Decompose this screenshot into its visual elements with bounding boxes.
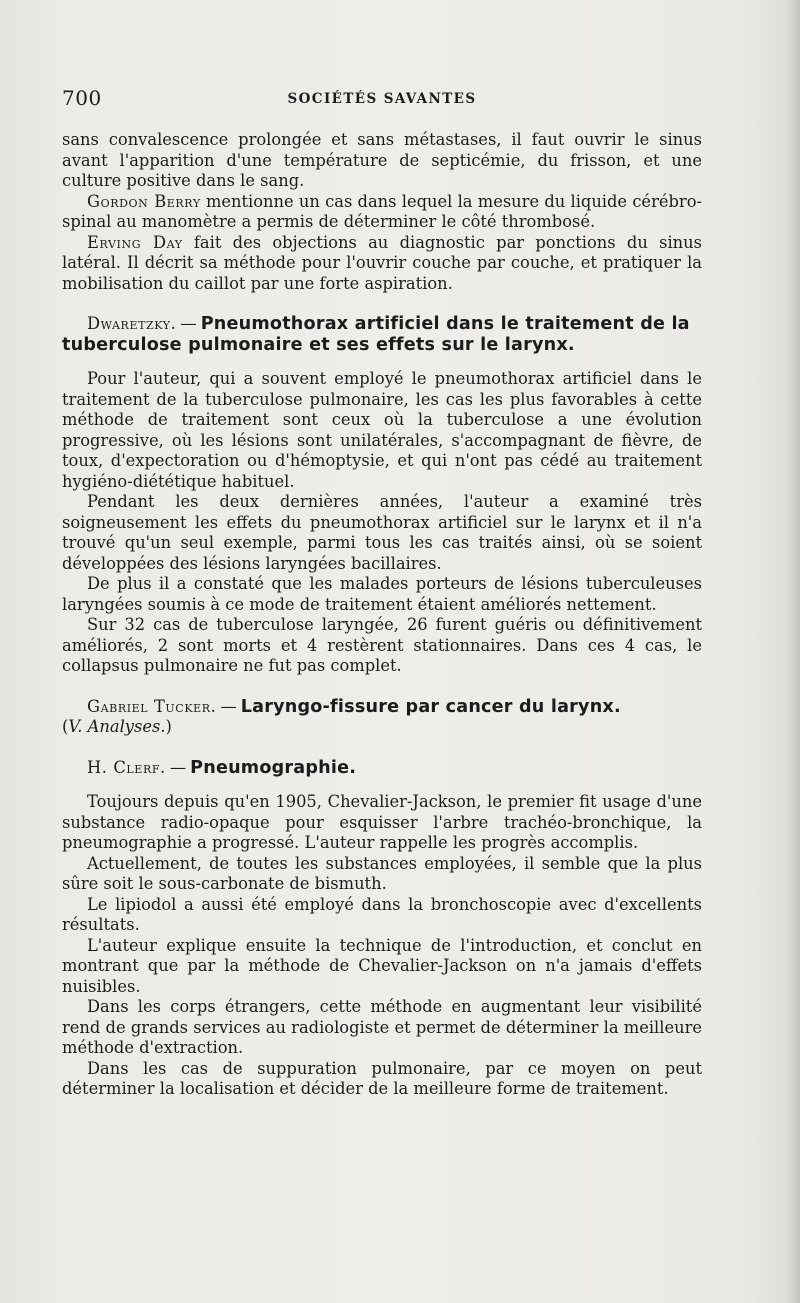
ref-close-paren: ): [165, 717, 172, 736]
page-number: 700: [62, 86, 102, 110]
article3-paragraph: Toujours depuis qu'en 1905, Chevalier-Jackson, le premier fit usage d'une substance radio-opaque pour esquisser l'arbre trachéo-bronchique, la pneumographie a progressé. L'auteur rappelle les progrès accomplis.: [62, 792, 702, 852]
running-head: SOCIÉTÉS SAVANTES: [287, 91, 477, 107]
article3-paragraph: Le lipiodol a aussi été employé dans la bronchoscopie avec d'excellents résultats.: [62, 894, 702, 934]
article-title: Pneumographie.: [190, 757, 357, 778]
author-name: Erving Day: [87, 232, 183, 252]
article-author: Dwaretzky.: [87, 314, 177, 333]
ref-open-paren: (: [62, 717, 69, 736]
author-name: Gordon Berry: [87, 191, 201, 211]
article3-paragraph: Actuellement, de toutes les substances employées, il semble que la plus sûre soit le sous-carbonate de bismuth.: [62, 853, 702, 893]
article-title: Laryngo-fissure par cancer du larynx.: [240, 696, 621, 717]
em-dash: —: [180, 314, 197, 333]
article2-reference: [62, 717, 702, 738]
em-dash: —: [169, 757, 187, 777]
article-heading-tucker: [62, 697, 702, 718]
paragraph-erving-day: [62, 233, 702, 295]
em-dash: —: [220, 696, 237, 716]
article1-paragraph: De plus il a constaté que les malades porteurs de lésions tuberculeuses laryngées soumis à ce mode de traitement étaient améliorés nettement.: [62, 574, 702, 614]
article3-paragraph: L'auteur explique ensuite la technique de l'introduction, et conclut en montrant que par la méthode de Chevalier-Jackson on n'a jamais d'effets nuisibles.: [62, 935, 702, 996]
article-author: Gabriel Tucker.: [87, 696, 217, 716]
article-heading-clerf: [62, 758, 702, 779]
continuation-paragraph: sans convalescence prolongée et sans métastases, il faut ouvrir le sinus avant l'apparition d'une température de septicémie, du frisson, et une culture positive dans le sang.: [62, 130, 702, 190]
paragraph-gordon-berry: [62, 192, 702, 233]
article-title: Pneumothorax artificiel dans le traitement de la tuberculose pulmonaire et ses effets sur le larynx.: [62, 314, 690, 355]
article1-paragraph: Pendant les deux dernières années, l'auteur a examiné très soigneusement les effets du pneumothorax artificiel sur le larynx et il n'a trouvé qu'un seul exemple, parmi tous les cas traités ainsi, où se soient développées des lésions laryngées bacillaires.: [62, 492, 702, 573]
paragraph-text: mentionne un cas dans lequel la mesure du liquide cérébro-spinal au manomètre a permis de déterminer le côté thrombosé.: [62, 191, 702, 231]
article3-paragraph: Dans les cas de suppuration pulmonaire, par ce moyen on peut déterminer la localisation et décider de la meilleure forme de traitement.: [62, 1058, 702, 1098]
ref-text: V. Analyses.: [68, 717, 166, 736]
article-author: H. Clerf.: [87, 757, 166, 777]
page-header: [62, 86, 702, 112]
article1-paragraph: Sur 32 cas de tuberculose laryngée, 26 furent guéris ou définitivement améliorés, 2 sont morts et 4 restèrent stationnaires. Dans ces 4 cas, le collapsus pulmonaire ne fut pas complet.: [62, 615, 702, 675]
article3-paragraph: Dans les corps étrangers, cette méthode en augmentant leur visibilité rend de grands services au radiologiste et permet de déterminer la meilleure méthode d'extraction.: [62, 997, 702, 1057]
page-content: [62, 130, 702, 1100]
article-heading-dwaretzky: [62, 314, 702, 355]
page-edge-shadow: [786, 0, 800, 1303]
paragraph-text: fait des objections au diagnostic par ponctions du sinus latéral. Il décrit sa méthode pour l'ouvrir couche par couche, et pratiquer la mobilisation du caillot par une forte aspiration.: [62, 232, 702, 293]
article1-paragraph: Pour l'auteur, qui a souvent employé le pneumothorax artificiel dans le traitement de la tuberculose pulmonaire, les cas les plus favorables à cette méthode de traitement sont ceux où la tuberculose a une évolution progressive, où les lésions sont unilatérales, s'accompagnant de fièvre, de toux, d'expectoration ou d'hémoptysie, et qui n'ont pas cédé au traitement hygiéno-diététique habituel.: [62, 369, 702, 491]
